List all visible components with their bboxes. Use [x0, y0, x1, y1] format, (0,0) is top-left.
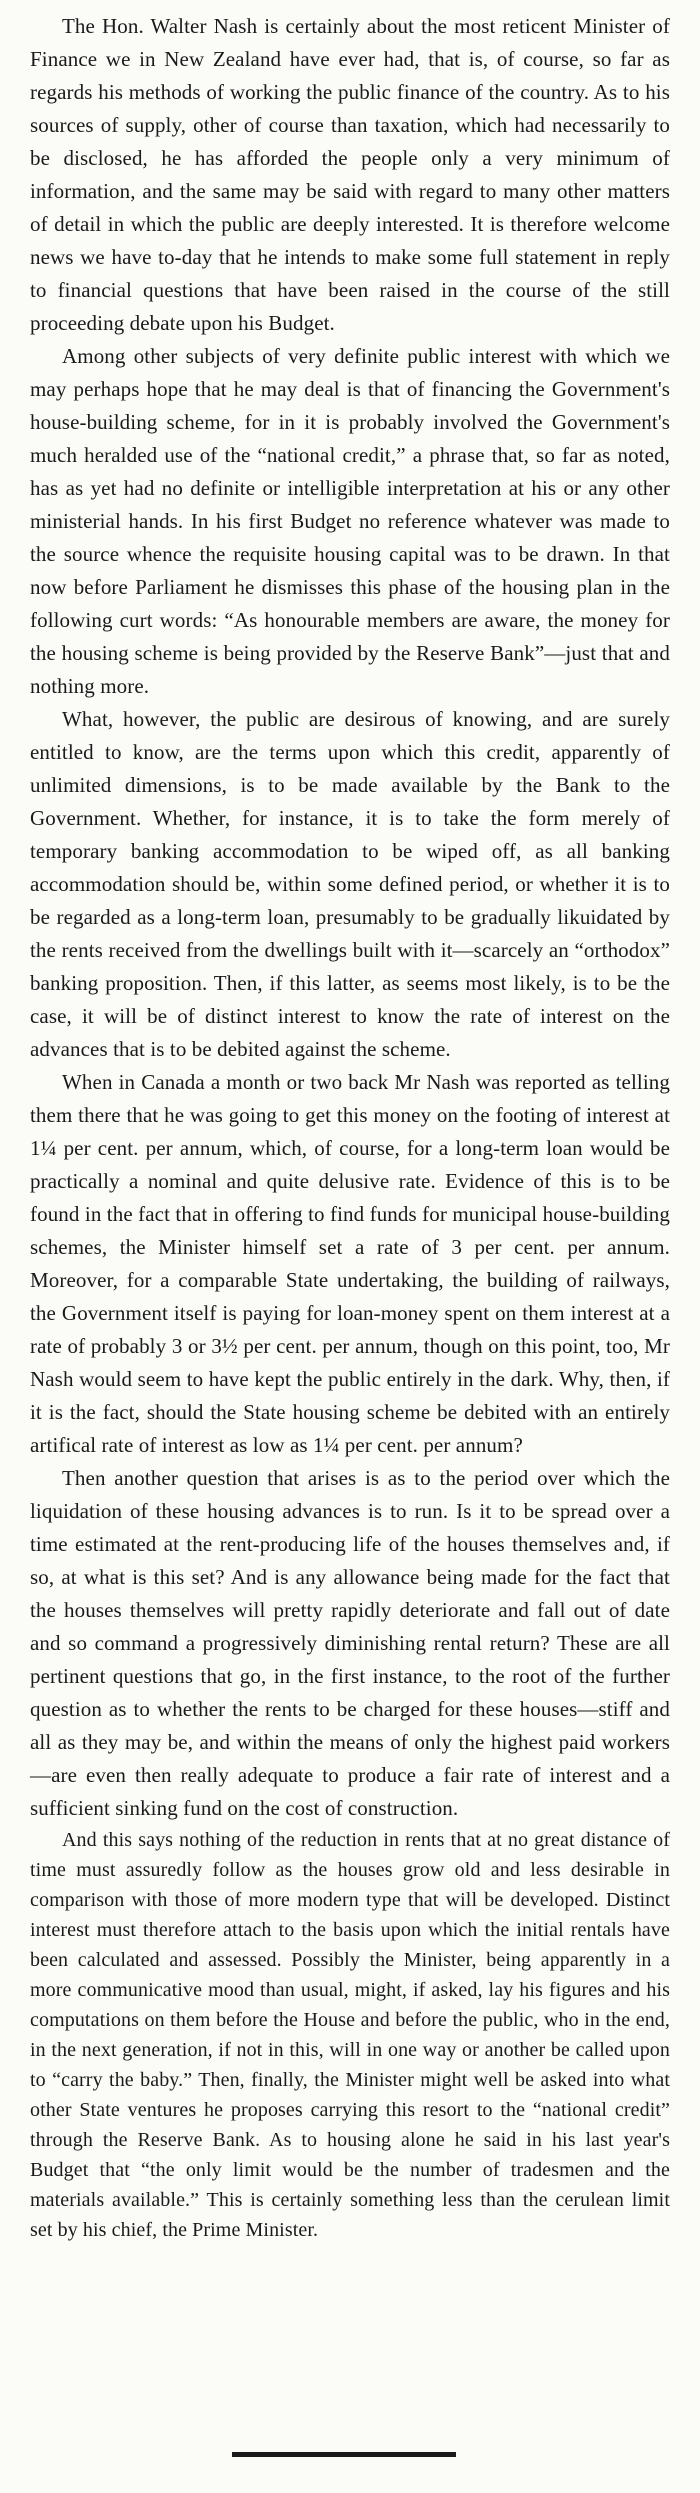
- article-column: [30, 10, 670, 2245]
- article-paragraph-5: Then another question that arises is as to the period over which the liquidation of these housing advances is to run. Is it to be spread over a time estimated at the rent-producing life of the houses themselves and, if so, at what is this set? And is any allowance being made for the fact that the houses themselves will pretty rapidly deteriorate and fall out of date and so command a progressively diminishing rental return? These are all pertinent questions that go, in the first instance, to the root of the further question as to whether the rents to be charged for these houses—stiff and all as they may be, and within the means of only the highest paid workers—are even then really adequate to produce a fair rate of interest and a sufficient sinking fund on the cost of construction.: [30, 1466, 670, 1820]
- article-paragraph-4: When in Canada a month or two back Mr Nash was reported as telling them there that he was going to get this money on the footing of interest at 1¼ per cent. per annum, which, of course, for a long-term loan would be practically a nominal and quite delusive rate. Evidence of this is to be found in the fact that in offering to find funds for municipal house-building schemes, the Minister himself set a rate of 3 per cent. per annum. Moreover, for a comparable State undertaking, the building of railways, the Government itself is paying for loan-money spent on them interest at a rate of probably 3 or 3½ per cent. per annum, though on this point, too, Mr Nash would seem to have kept the public entirely in the dark. Why, then, if it is the fact, should the State housing scheme be debited with an entirely artifical rate of interest as low as 1¼ per cent. per annum?: [30, 1070, 670, 1457]
- article-paragraph-3: What, however, the public are desirous of knowing, and are surely entitled to know, are the terms upon which this credit, apparently of unlimited dimensions, is to be made available by the Bank to the Government. Whether, for instance, it is to take the form merely of temporary banking accommodation to be wiped off, as all banking accommodation should be, within some defined period, or whether it is to be regarded as a long-term loan, presumably to be gradually likuidated by the rents received from the dwellings built with it—scarcely an “orthodox” banking proposition. Then, if this latter, as seems most likely, is to be the case, it will be of distinct interest to know the rate of interest on the advances that is to be debited against the scheme.: [30, 707, 670, 1061]
- article-paragraph-2: Among other subjects of very definite public interest with which we may perhaps hope that he may deal is that of financing the Government's house-building scheme, for in it is probably involved the Government's much heralded use of the “national credit,” a phrase that, so far as noted, has as yet had no definite or intelligible interpretation at his or any other ministerial hands. In his first Budget no reference whatever was made to the source whence the requisite housing capital was to be drawn. In that now before Parliament he dismisses this phase of the housing plan in the following curt words: “As honourable members are aware, the money for the housing scheme is being provided by the Reserve Bank”—just that and nothing more.: [30, 344, 670, 698]
- end-rule: [232, 2452, 456, 2457]
- article-paragraph-1: The Hon. Walter Nash is certainly about the most reticent Minister of Finance we in New Zealand have ever had, that is, of course, so far as regards his methods of working the public finance of the country. As to his sources of supply, other of course than taxation, which had necessarily to be disclosed, he has afforded the people only a very minimum of information, and the same may be said with regard to many other matters of detail in which the public are deeply interested. It is therefore welcome news we have to-day that he intends to make some full statement in reply to financial questions that have been raised in the course of the still proceeding debate upon his Budget.: [30, 14, 670, 335]
- article-paragraph-6: And this says nothing of the reduction in rents that at no great distance of time must assuredly follow as the houses grow old and less desirable in comparison with those of more modern type that will be developed. Distinct interest must therefore attach to the basis upon which the initial rentals have been calculated and assessed. Possibly the Minister, being apparently in a more communicative mood than usual, might, if asked, lay his figures and his computations on them before the House and before the public, who in the end, in the next generation, if not in this, will in one way or another be called upon to “carry the baby.” Then, finally, the Minister might well be asked into what other State ventures he proposes carrying this resort to the “national credit” through the Reserve Bank. As to housing alone he said in his last year's Budget that “the only limit would be the number of tradesmen and the materials available.” This is certainly something less than the cerulean limit set by his chief, the Prime Minister.: [30, 1829, 670, 2241]
